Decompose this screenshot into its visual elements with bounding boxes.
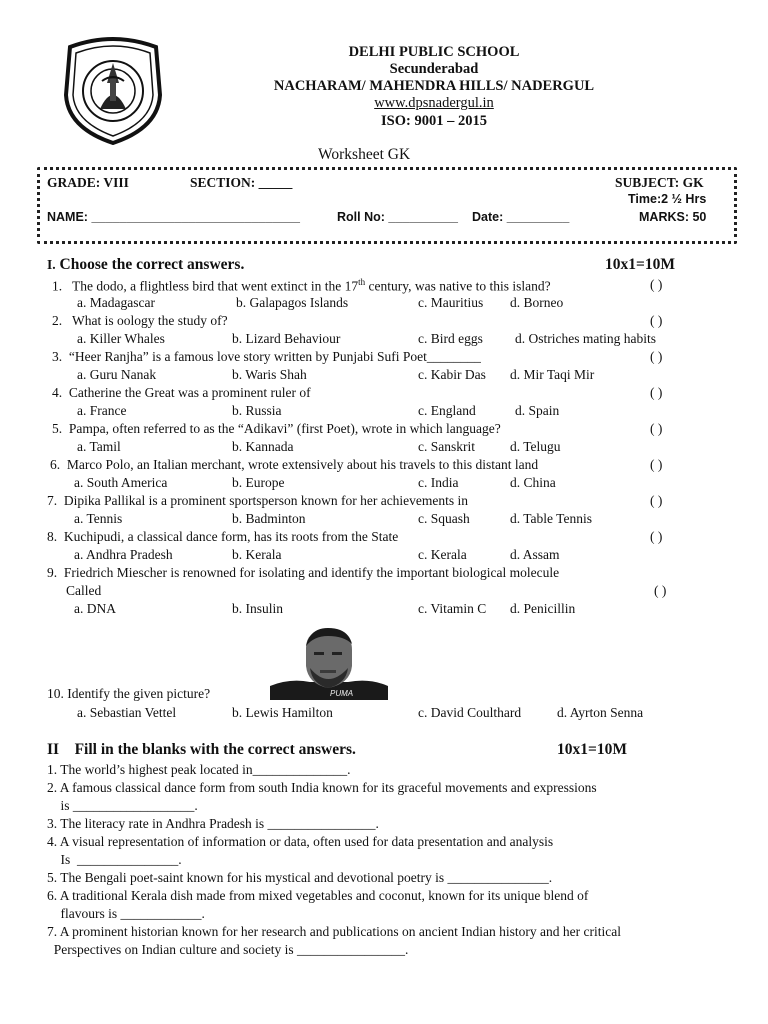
option-10d[interactable]: d. Ayrton Senna (557, 705, 644, 720)
question-9-continued: Called (66, 583, 102, 598)
school-branches: NACHARAM/ MAHENDRA HILLS/ NADERGUL (273, 78, 595, 94)
school-name: DELHI PUBLIC SCHOOL (348, 44, 520, 60)
option-4d[interactable]: d. Spain (515, 403, 560, 418)
section2-title: Fill in the blanks with the correct answers. (74, 741, 356, 758)
section2-marks: 10x1=10M (557, 741, 627, 758)
option-4a[interactable]: a. France (77, 403, 127, 418)
blank-line-4: 4. A visual representation of information or data, often used for data presentation and analysis (47, 834, 554, 849)
grade-label: GRADE: VIII (47, 175, 129, 190)
option-10c[interactable]: c. David Coulthard (418, 705, 522, 720)
puma-logo-text: PUMA (330, 689, 354, 698)
option-7a[interactable]: a. Tennis (74, 511, 123, 526)
blank-line-2: 2. A famous classical dance form from south India known for its graceful movements and expressions (47, 780, 597, 795)
question-8: 8. Kuchipudi, a classical dance form, has its roots from the State (47, 529, 399, 544)
answer-bracket-2[interactable]: ( ) (650, 313, 663, 328)
option-2c[interactable]: c. Bird eggs (418, 331, 483, 346)
question-4: 4. Catherine the Great was a prominent ruler of (52, 385, 311, 400)
question-2: 2. What is oology the study of? (52, 313, 228, 328)
option-5c[interactable]: c. Sanskrit (418, 439, 475, 454)
school-website-link[interactable]: www.dpsnadergul.in (374, 95, 494, 111)
option-7d[interactable]: d. Table Tennis (510, 511, 592, 526)
answer-bracket-3[interactable]: ( ) (650, 349, 663, 364)
option-1c[interactable]: c. Mauritius (418, 295, 484, 310)
blank-line-7: 7. A prominent historian known for her research and publications on ancient Indian history and her critical (47, 924, 621, 939)
blank-line-6: 6. A traditional Kerala dish made from mixed vegetables and coconut, known for its unique blend of (47, 888, 589, 903)
blank-line-5: 5. The Bengali poet-saint known for his mystical and devotional poetry is _______________. (47, 870, 553, 885)
answer-bracket-5[interactable]: ( ) (650, 421, 663, 436)
date-field: Date: _________ (472, 210, 570, 224)
option-1b[interactable]: b. Galapagos Islands (236, 295, 349, 310)
question-9: 9. Friedrich Miescher is renowned for isolating and identify the important biological molecule (47, 565, 560, 580)
answer-bracket-8[interactable]: ( ) (650, 529, 663, 544)
option-9b[interactable]: b. Insulin (232, 601, 284, 616)
answer-bracket-9[interactable]: ( ) (654, 583, 667, 598)
section2-number: II (47, 741, 60, 758)
option-5b[interactable]: b. Kannada (232, 439, 294, 454)
blank-line-6-cont: flavours is ____________. (47, 906, 205, 921)
answer-bracket-4[interactable]: ( ) (650, 385, 663, 400)
option-7b[interactable]: b. Badminton (232, 511, 306, 526)
blank-line-4-cont: Is _______________. (47, 852, 182, 867)
marks-label: MARKS: 50 (639, 210, 707, 224)
option-3c[interactable]: c. Kabir Das (418, 367, 486, 382)
option-1a[interactable]: a. Madagascar (77, 295, 155, 310)
option-8d[interactable]: d. Assam (510, 547, 560, 562)
section-label: SECTION: _____ (190, 175, 293, 190)
section1-number: I. (47, 257, 56, 272)
option-8c[interactable]: c. Kerala (418, 547, 467, 562)
school-iso: ISO: 9001 – 2015 (381, 113, 487, 129)
option-4b[interactable]: b. Russia (232, 403, 282, 418)
blank-line-3: 3. The literacy rate in Andhra Pradesh is ________________. (47, 816, 379, 831)
option-2a[interactable]: a. Killer Whales (77, 331, 165, 346)
answer-bracket-7[interactable]: ( ) (650, 493, 663, 508)
section2-heading (47, 741, 356, 759)
question-10: 10. Identify the given picture? (47, 686, 211, 701)
blank-line-2-cont: is __________________. (47, 798, 198, 813)
option-3a[interactable]: a. Guru Nanak (77, 367, 157, 382)
option-6d[interactable]: d. China (510, 475, 556, 490)
question-5: 5. Pampa, often referred to as the “Adikavi” (first Poet), wrote in which language? (52, 421, 501, 436)
question-7: 7. Dipika Pallikal is a prominent sportsperson known for her achievements in (47, 493, 469, 508)
section1-title: Choose the correct answers. (59, 256, 245, 273)
option-10b[interactable]: b. Lewis Hamilton (232, 705, 333, 720)
option-6a[interactable]: a. South America (74, 475, 168, 490)
answer-bracket-1[interactable]: ( ) (650, 277, 663, 292)
option-5a[interactable]: a. Tamil (77, 439, 121, 454)
option-8b[interactable]: b. Kerala (232, 547, 282, 562)
section1-marks: 10x1=10M (605, 256, 675, 273)
question-3: 3. “Heer Ranjha” is a famous love story written by Punjabi Sufi Poet________ (52, 349, 481, 364)
worksheet-title: Worksheet GK (318, 146, 411, 163)
roll-field: Roll No: __________ (337, 210, 458, 224)
option-8a[interactable]: a. Andhra Pradesh (74, 547, 173, 562)
option-7c[interactable]: c. Squash (418, 511, 470, 526)
option-2d[interactable]: d. Ostriches mating habits (515, 331, 656, 346)
option-9a[interactable]: a. DNA (74, 601, 116, 616)
blank-line-1: 1. The world’s highest peak located in______________. (47, 762, 351, 777)
question-6: 6. Marco Polo, an Italian merchant, wrote extensively about his travels to this distant land (50, 457, 539, 472)
blank-line-7-cont: Perspectives on Indian culture and society is ________________. (47, 942, 409, 957)
question-1: 1. The dodo, a flightless bird that went extinct in the 17th century, was native to this island? (52, 277, 551, 294)
option-4c[interactable]: c. England (418, 403, 476, 418)
name-field: NAME: ______________________________ (47, 210, 300, 224)
option-9d[interactable]: d. Penicillin (510, 601, 576, 616)
option-6c[interactable]: c. India (418, 475, 459, 490)
school-city: Secunderabad (389, 61, 479, 77)
time-label: Time:2 ½ Hrs (628, 192, 707, 206)
option-6b[interactable]: b. Europe (232, 475, 285, 490)
subject-label: SUBJECT: GK (615, 175, 704, 190)
option-10a[interactable]: a. Sebastian Vettel (77, 705, 177, 720)
option-9c[interactable]: c. Vitamin C (418, 601, 487, 616)
section1-heading (47, 256, 244, 274)
driver-photo (270, 628, 388, 700)
option-2b[interactable]: b. Lizard Behaviour (232, 331, 341, 346)
option-5d[interactable]: d. Telugu (510, 439, 561, 454)
option-1d[interactable]: d. Borneo (510, 295, 564, 310)
option-3b[interactable]: b. Waris Shah (232, 367, 307, 382)
answer-bracket-6[interactable]: ( ) (650, 457, 663, 472)
option-3d[interactable]: d. Mir Taqi Mir (510, 367, 595, 382)
